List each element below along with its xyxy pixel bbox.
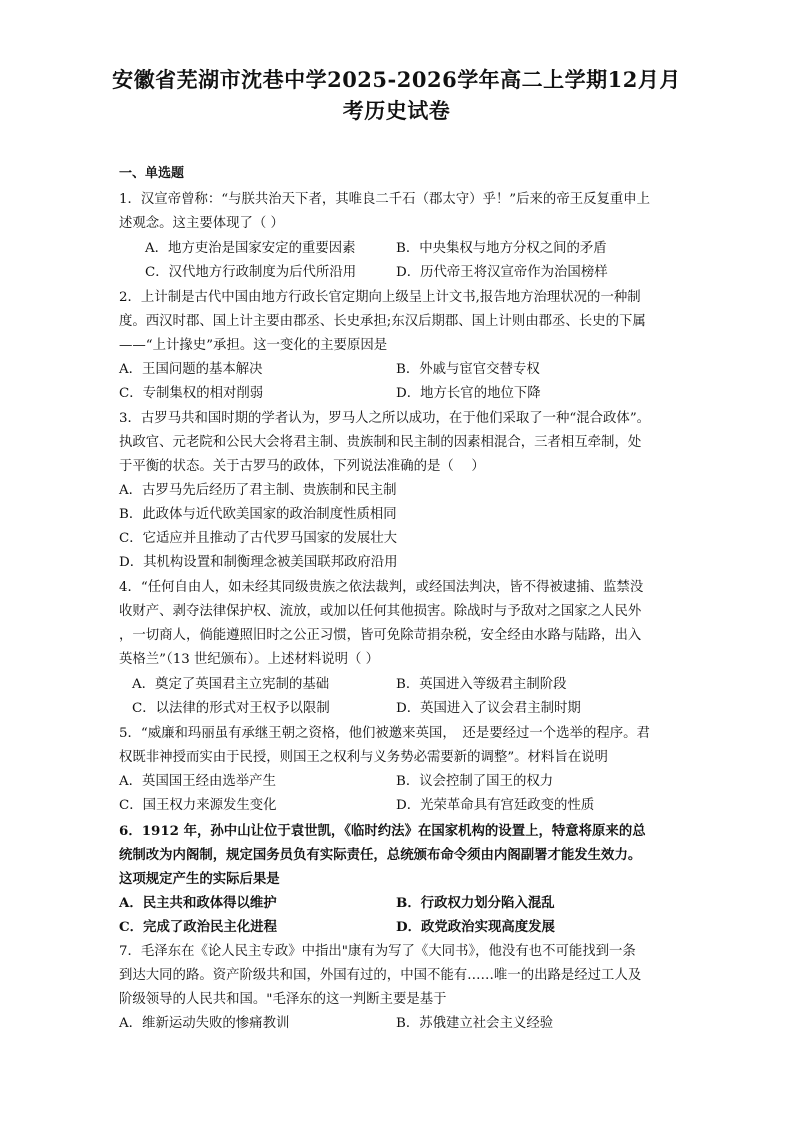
q5-stem-line-2: 权既非神授而实由于民授，则国王之权利与义务势必需要新的调整”。材料旨在说明 xyxy=(119,750,608,765)
q2-option-d: D．地方长官的地位下降 xyxy=(396,386,541,401)
q6-stem-line-2: 统制改为内阁制，规定国务员负有实际责任，总统颁布命令须由内阁副署才能发生效力。 xyxy=(119,847,642,863)
q2-option-c: C．专制集权的相对削弱 xyxy=(119,386,264,401)
q3-option-b: B．此政体与近代欧美国家的政治制度性质相同 xyxy=(119,507,397,522)
q6-option-c: C．完成了政治民主化进程 xyxy=(119,919,277,935)
q4-option-c: C．以法律的形式对王权予以限制 xyxy=(132,701,330,716)
q4-stem-line-3: ，一切商人，倘能遵照旧时之公正习惯，皆可免除苛捐杂税，安全经由水路与陆路，出入 xyxy=(119,628,642,643)
q4-option-d: D．英国进入了议会君主制时期 xyxy=(396,701,581,716)
q6-stem-line-1: 6．1912 年，孙中山让位于袁世凯，《临时约法》在国家机构的设置上，特意将原来的总 xyxy=(119,823,646,839)
q5-option-a: A．英国国王经由选举产生 xyxy=(119,774,276,789)
q6-option-d: D．政党政治实现高度发展 xyxy=(396,919,555,935)
q2-stem-line-3: ——“上计掾史”承担。这一变化的主要原因是 xyxy=(119,338,388,353)
q3-option-d: D．其机构设置和制衡理念被美国联邦政府沿用 xyxy=(119,555,398,570)
q4-option-b: B．英国进入等级君主制阶段 xyxy=(396,677,567,692)
q5-option-d: D．光荣革命具有宫廷政变的性质 xyxy=(396,798,595,813)
q7-stem-line-3: 阶级领导的人民共和国。"毛泽东的这一判断主要是基于 xyxy=(119,992,447,1007)
exam-title-line-1: 安徽省芜湖市沈巷中学2025-2026学年高二上学期12月月 xyxy=(112,67,681,92)
q1-option-d: D．历代帝王将汉宣帝作为治国榜样 xyxy=(396,265,608,280)
q5-option-c: C．国王权力来源发生变化 xyxy=(119,798,277,813)
q3-option-c: C．它适应并且推动了古代罗马国家的发展壮大 xyxy=(119,531,398,546)
q7-option-b: B．苏俄建立社会主义经验 xyxy=(396,1016,554,1031)
q1-stem-line-1: 1．汉宣帝曾称：“与朕共治天下者，其唯良二千石（郡太守）乎！”后来的帝王反复重申上 xyxy=(119,192,651,207)
q5-option-b: B．议会控制了国王的权力 xyxy=(396,774,554,789)
q3-option-a: A．古罗马先后经历了君主制、贵族制和民主制 xyxy=(119,483,397,498)
q2-stem-line-2: 度。西汉时郡、国上计主要由郡丞、长史承担;东汉后期郡、国上计则由郡丞、长史的下属 xyxy=(119,314,646,329)
q6-option-b: B．行政权力划分陷入混乱 xyxy=(396,895,555,911)
q4-option-a: A．奠定了英国君主立宪制的基础 xyxy=(132,677,330,692)
q6-stem-line-3: 这项规定产生的实际后果是 xyxy=(119,871,280,887)
q7-option-a: A．维新运动失败的惨痛教训 xyxy=(119,1016,290,1031)
q1-option-a: A．地方吏治是国家安定的重要因素 xyxy=(145,241,356,256)
q1-stem-line-2: 述观念。这主要体现了（ ） xyxy=(119,216,284,231)
q5-stem-line-1: 5．“威廉和玛丽虽有承继王朝之资格，他们被邀来英国， 还是要经过一个选举的程序。君 xyxy=(119,726,650,741)
q3-stem-line-1: 3．古罗马共和国时期的学者认为，罗马人之所以成功，在于他们采取了一种“混合政体”。 xyxy=(119,411,651,426)
q2-option-b: B．外戚与宦官交替专权 xyxy=(396,362,540,377)
section-heading: 一、单选题 xyxy=(119,166,185,181)
q3-stem-line-2: 执政官、元老院和公民大会将君主制、贵族制和民主制的因素相混合，三者相互牵制，处 xyxy=(119,435,642,450)
exam-title-line-2: 考历史试卷 xyxy=(342,98,451,123)
q4-stem-line-1: 4．“任何自由人，如未经其同级贵族之依法裁判，或经国法判决，皆不得被逮捕、监禁没 xyxy=(119,580,644,595)
q7-stem-line-2: 到达大同的路。资产阶级共和国，外国有过的，中国不能有……唯一的出路是经过工人及 xyxy=(119,968,642,983)
q2-option-a: A．王国问题的基本解决 xyxy=(119,362,263,377)
q4-stem-line-4: 英格兰”（13 世纪颁布）。上述材料说明（ ） xyxy=(119,652,380,667)
q3-stem-line-3: 于平衡的状态。关于古罗马的政体，下列说法准确的是（ ） xyxy=(119,459,485,474)
q4-stem-line-2: 收财产、剥夺法律保护权、流放，或加以任何其他损害。除战时与予敌对之国家之人民外 xyxy=(119,604,642,619)
q7-stem-line-1: 7．毛泽东在《论人民主专政》中指出"康有为写了《大同书》，他没有也不可能找到一条 xyxy=(119,944,636,959)
q1-option-c: C．汉代地方行政制度为后代所沿用 xyxy=(145,265,357,280)
q6-option-a: A．民主共和政体得以维护 xyxy=(119,895,277,911)
q1-option-b: B．中央集权与地方分权之间的矛盾 xyxy=(396,241,607,256)
q2-stem-line-1: 2．上计制是古代中国由地方行政长官定期向上级呈上计文书,报告地方治理状况的一种制 xyxy=(119,290,641,305)
